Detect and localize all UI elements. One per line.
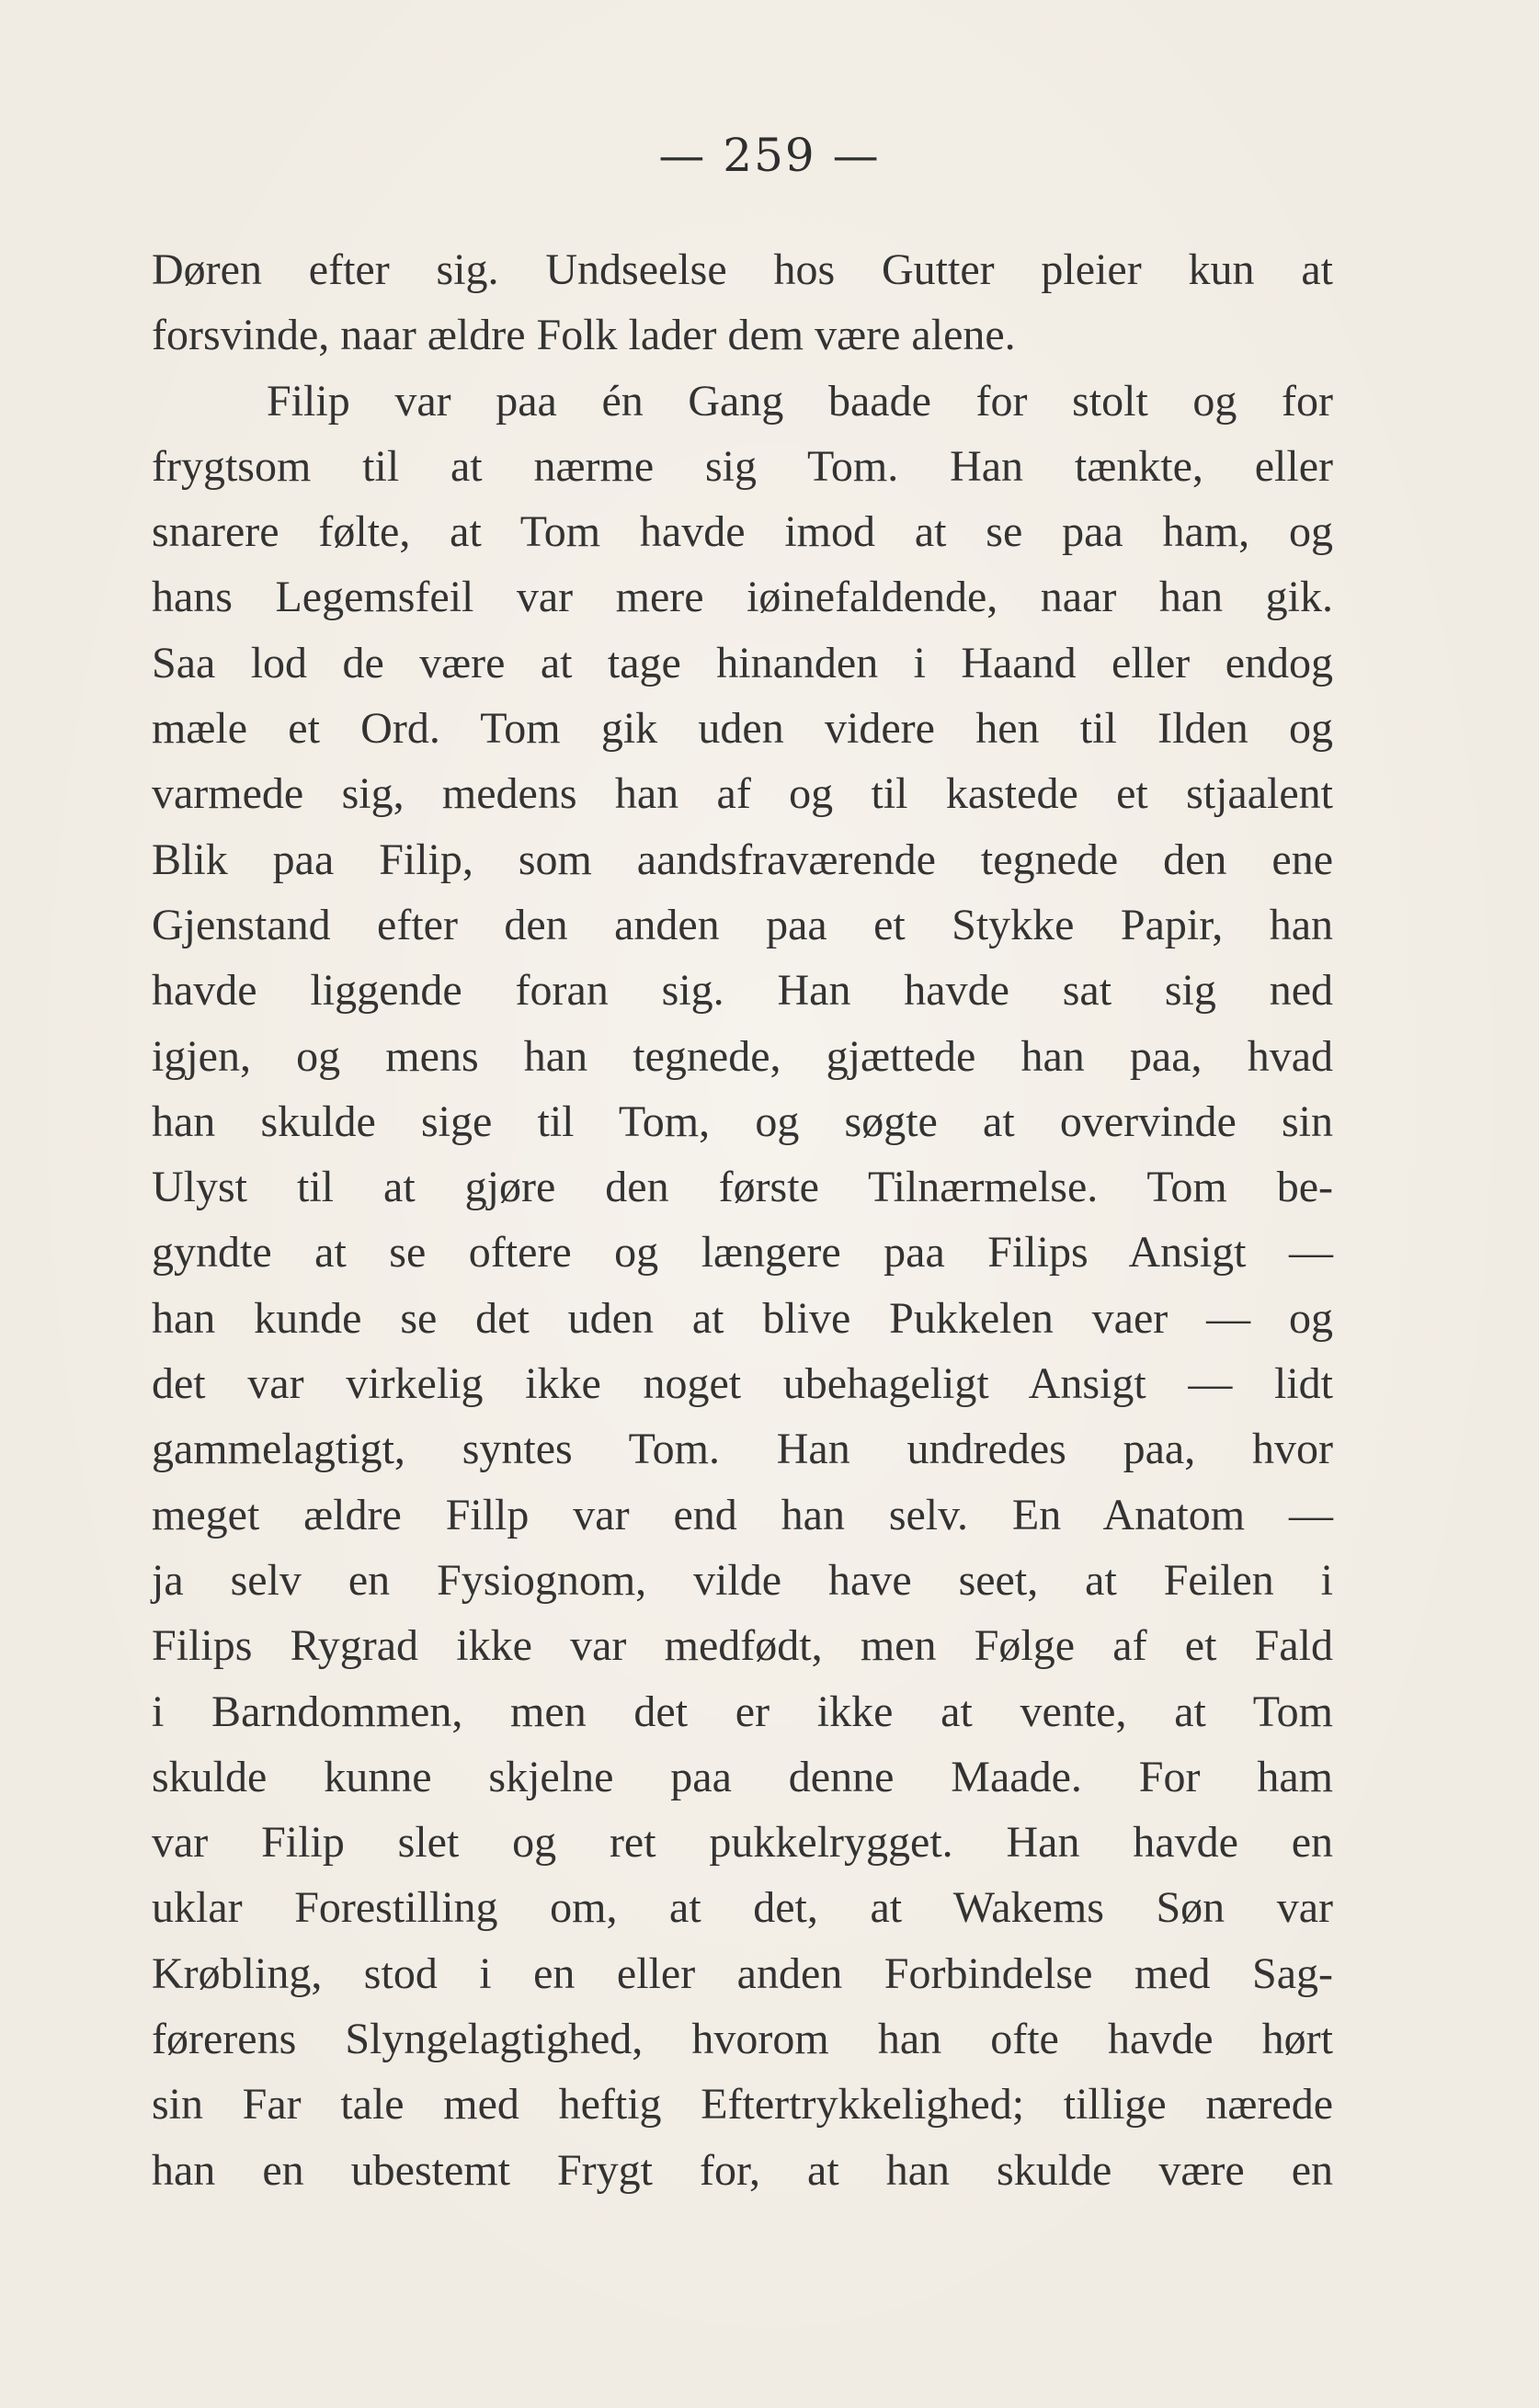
text-line: gyndte at se oftere og længere paa Filips Ansigt — [152,1228,1333,1278]
text-line: varmede sig, medens han af og til kastede et stjaalent [152,769,1333,819]
text-line: Blik paa Filip, som aandsfraværende tegnede den ene [152,835,1333,884]
text-line: han en ubestemt Frygt for, at han skulde være en [152,2145,1333,2195]
text-line: Saa lod de være at tage hinanden i Haand eller endog [152,638,1333,687]
text-line: gammelagtigt, syntes Tom. Han undredes paa, hvor [152,1425,1333,1474]
page-number: — 259 — [658,129,881,182]
text-line: sin Far tale med heftig Eftertrykkelighed; tillige nærede [152,2080,1333,2130]
text-line: Ulyst til at gjøre den første Tilnærmelse. Tom be- [152,1163,1333,1212]
text-line: forsvinde, naar ældre Folk lader dem være alene. [152,311,1016,360]
text-line: det var virkelig ikke noget ubehageligt Ansigt — lidt [152,1359,1333,1409]
text-line: Filip var paa én Gang baade for stolt og for [267,376,1333,426]
text-line: han kunde se det uden at blive Pukkelen vaer — og [152,1293,1333,1343]
text-line: i Barndommen, men det er ikke at vente, at Tom [152,1687,1333,1736]
text-line: Krøbling, stod i en eller anden Forbindelse med Sag- [152,1948,1333,1998]
text-line: Døren efter sig. Undseelse hos Gutter pleier kun at [152,245,1333,294]
text-line: snarere følte, at Tom havde imod at se paa ham, og [152,507,1333,557]
text-line: var Filip slet og ret pukkelrygget. Han havde en [152,1818,1333,1868]
body-text [152,237,1333,2203]
text-line: han skulde sige til Tom, og søgte at overvinde sin [152,1096,1333,1146]
text-line: uklar Forestilling om, at det, at Wakems Søn var [152,1883,1333,1933]
text-line: førerens Slyngelagtighed, hvorom han ofte havde hørt [152,2015,1333,2064]
text-line: hans Legemsfeil var mere iøinefaldende, naar han gik. [152,573,1333,622]
text-line: igjen, og mens han tegnede, gjættede han paa, hvad [152,1031,1333,1081]
text-line: meget ældre Fillp var end han selv. En Anatom — [152,1490,1333,1539]
text-line: frygtsom til at nærme sig Tom. Han tænkte, eller [152,441,1333,491]
text-line: Gjenstand efter den anden paa et Stykke Papir, han [152,900,1333,949]
text-line: skulde kunne skjelne paa denne Maade. For ham [152,1752,1333,1801]
text-line: havde liggende foran sig. Han havde sat sig ned [152,966,1333,1016]
text-line: Filips Rygrad ikke var medfødt, men Følge af et Fald [152,1621,1333,1671]
text-line: ja selv en Fysiognom, vilde have seet, at Feilen i [152,1555,1333,1605]
text-line: mæle et Ord. Tom gik uden videre hen til Ilden og [152,704,1333,754]
